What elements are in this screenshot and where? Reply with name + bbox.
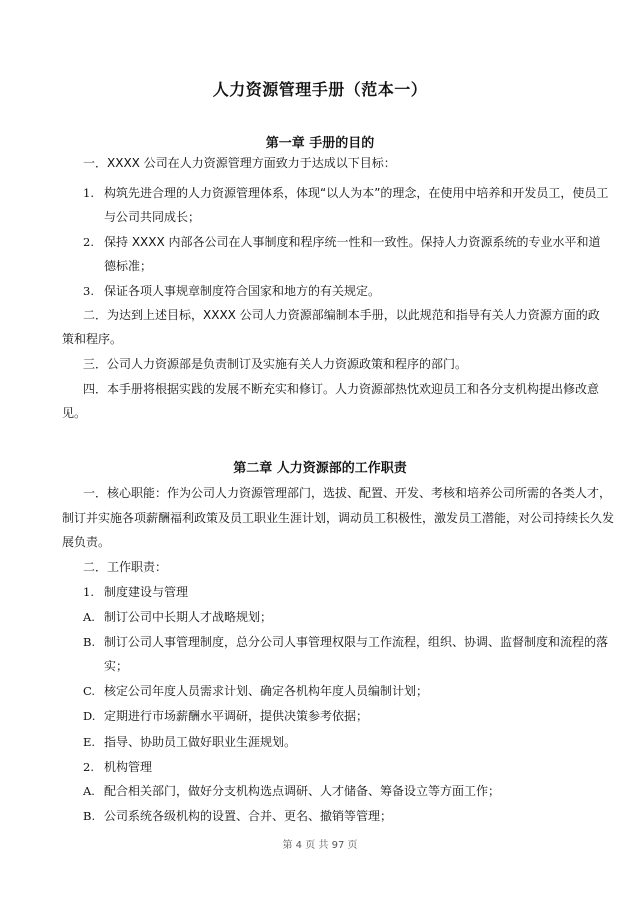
list-item-text: 构筑先进合理的人力资源管理体系，体现“以人为本”的理念，在使用中培养和开发员工，使员工 xyxy=(104,186,609,200)
list-item-text: 制订公司中长期人才战略规划； xyxy=(104,610,273,624)
list-item-text: 保持 XXXX 内部各公司在人事制度和程序统一性和一致性。保持人力资源系统的专业水平和道 xyxy=(104,235,601,249)
chapter-1-paragraph-2-continued: 策和程序。 xyxy=(62,332,123,346)
chapter-2-paragraph-2: 二．工作职责： xyxy=(83,560,168,574)
chapter-2-paragraph-1: 一．核心职能：作为公司人力资源管理部门，选拔、配置、开发、考核和培养公司所需的各类人才， xyxy=(83,486,612,500)
chapter-1-paragraph-2: 二．为达到上述目标，XXXX 公司人力资源部编制本手册，以此规范和指导有关人力资源方面的政 xyxy=(83,308,600,322)
chapter-1-heading: 第一章 手册的目的 xyxy=(265,136,375,151)
section-label: 机构管理 xyxy=(104,760,153,774)
chapter-1-paragraph-4: 四．本手册将根据实践的发展不断充实和修订。人力资源部热忱欢迎员工和各分支机构提出修改意 xyxy=(83,382,600,396)
chapter-2-heading: 第二章 人力资源部的工作职责 xyxy=(233,461,407,476)
list-marker: 1. xyxy=(83,186,94,200)
list-marker: B. xyxy=(83,809,96,823)
document-title: 人力资源管理手册（范本一） xyxy=(212,80,428,99)
list-marker: C. xyxy=(83,684,96,698)
list-item-text: 公司系统各级机构的设置、合并、更名、撤销等管理； xyxy=(104,809,393,823)
list-marker: D. xyxy=(83,709,96,723)
list-item-text-continued: 实； xyxy=(104,659,129,673)
list-item-text: 保证各项人事规章制度符合国家和地方的有关规定。 xyxy=(104,284,381,298)
list-marker: 2. xyxy=(83,760,94,774)
list-item-text-continued: 德标准； xyxy=(104,259,153,273)
chapter-1-paragraph-1: 一．XXXX 公司在人力资源管理方面致力于达成以下目标： xyxy=(83,156,396,170)
list-item-text: 指导、协助员工做好职业生涯规划。 xyxy=(104,735,297,749)
list-marker: A. xyxy=(83,610,95,624)
section-label: 制度建设与管理 xyxy=(104,585,189,599)
list-marker: A. xyxy=(83,784,95,798)
list-item-text: 配合相关部门，做好分支机构选点调研、人才储备、筹备设立等方面工作； xyxy=(104,784,501,798)
page-number-footer: 第 4 页 共 97 页 xyxy=(282,840,358,851)
list-item-text: 核定公司年度人员需求计划、确定各机构年度人员编制计划； xyxy=(104,684,429,698)
list-item-text: 制订公司人事管理制度，总分公司人事管理权限与工作流程，组织、协调、监督制度和流程的落 xyxy=(104,635,609,649)
list-item-text: 定期进行市场薪酬水平调研，提供决策参考依据； xyxy=(104,709,369,723)
list-marker: E. xyxy=(83,735,96,749)
list-marker: 3. xyxy=(83,284,94,298)
chapter-1-paragraph-3: 三．公司人力资源部是负责制订及实施有关人力资源政策和程序的部门。 xyxy=(83,357,468,371)
chapter-2-paragraph-1-continued-2: 展负责。 xyxy=(62,535,111,549)
list-marker: 1. xyxy=(83,585,94,599)
list-marker: 2. xyxy=(83,235,94,249)
list-item-text-continued: 与公司共同成长； xyxy=(104,210,201,224)
chapter-2-paragraph-1-continued: 制订并实施各项薪酬福利政策及员工职业生涯计划，调动员工积极性，激发员工潜能，对公司持续长久发 xyxy=(62,511,615,525)
chapter-1-paragraph-4-continued: 见。 xyxy=(62,406,87,420)
list-marker: B. xyxy=(83,635,96,649)
